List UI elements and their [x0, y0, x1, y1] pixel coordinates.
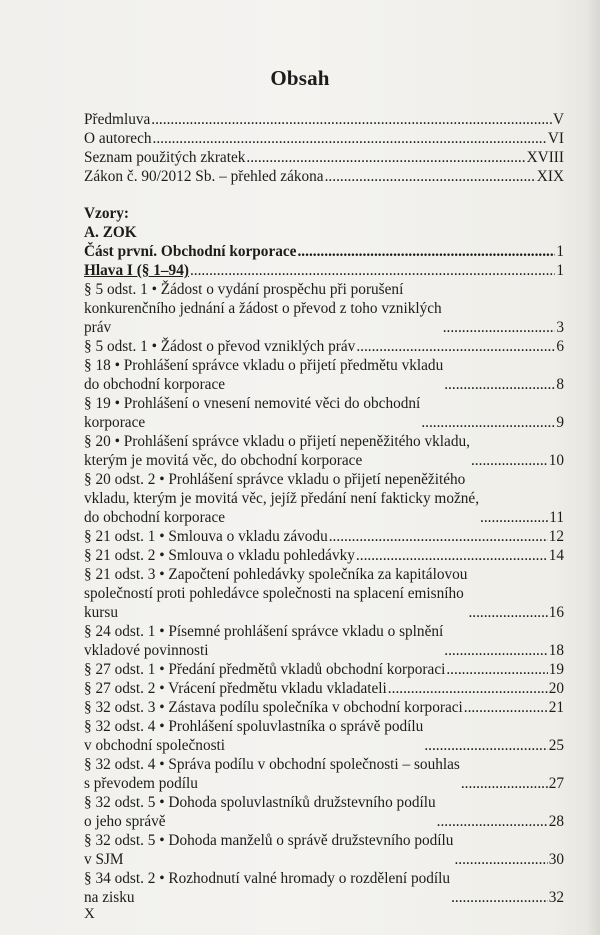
page-number: X	[84, 906, 95, 922]
toc-entry	[84, 679, 564, 698]
toc-entry	[84, 622, 564, 660]
leader-dots	[464, 698, 548, 717]
entry-page-number: 10	[548, 452, 564, 469]
toc-entry	[84, 432, 564, 470]
entry-title: § 5 odst. 1 • Žádost o vydání prospěchu při porušení konkurenčního jednání a žádost o převod z toho vzniklých práv	[84, 281, 442, 336]
entry-title: O autorech	[84, 130, 152, 147]
entry-title: § 20 odst. 2 • Prohlášení správce vkladu o přijetí nepeněžitého vkladu, kterým je movitá věc, jejíž předání není fakticky možné, do obchodní korporace	[84, 471, 480, 526]
front-matter-item	[84, 110, 564, 129]
toc-entry	[84, 755, 564, 793]
entry-title: § 32 odst. 4 • Prohlášení spoluvlastníka o správě podílu v obchodní společnosti	[84, 718, 424, 754]
leader-dots	[329, 527, 548, 546]
leader-dots	[356, 337, 555, 356]
entry-page-number: 12	[548, 528, 564, 545]
entry-page-number: XIX	[536, 168, 564, 185]
entry-title: Předmluva	[84, 111, 151, 128]
entry-page-number: 6	[556, 338, 564, 355]
entry-title: § 21 odst. 1 • Smlouva o vkladu závodu	[84, 528, 328, 545]
toc-entry	[84, 280, 564, 337]
leader-dots	[446, 660, 547, 679]
entry-title: § 32 odst. 5 • Dohoda spoluvlastníků družstevního podílu o jeho správě	[84, 794, 436, 830]
leader-dots	[437, 812, 548, 831]
toc-entry	[84, 869, 564, 907]
entry-page-number: 19	[548, 661, 564, 678]
entry-title: § 24 odst. 1 • Písemné prohlášení správce vkladu o splnění vkladové povinnosti	[84, 623, 444, 659]
entry-page-number: 18	[548, 642, 564, 659]
page-title: Obsah	[270, 66, 330, 90]
front-matter-item	[84, 129, 564, 148]
entry-title: § 32 odst. 3 • Zástava podílu společníka v obchodní korporaci	[84, 699, 463, 716]
entry-title: § 32 odst. 5 • Dohoda manželů o správě družstevního podílu v SJM	[84, 832, 454, 868]
leader-dots	[388, 679, 548, 698]
leader-dots	[461, 774, 548, 793]
leader-dots	[443, 318, 556, 337]
entry-page-number: 14	[548, 547, 564, 564]
entry-page-number: VI	[547, 130, 564, 147]
leader-dots	[444, 375, 555, 394]
entry-page-number: 21	[548, 699, 564, 716]
leader-dots	[151, 110, 552, 129]
spacer	[84, 186, 564, 204]
entry-title: § 20 • Prohlášení správce vkladu o přijetí nepeněžitého vkladu, kterým je movitá věc, do obchodní korporace	[84, 433, 470, 469]
entry-page-number: 28	[548, 813, 564, 830]
toc-entry	[84, 717, 564, 755]
leader-dots	[356, 546, 548, 565]
leader-dots	[471, 451, 548, 470]
part-page: 1	[556, 243, 564, 260]
entry-page-number: 3	[556, 319, 564, 336]
toc-entry	[84, 337, 564, 356]
entry-page-number: 20	[548, 680, 564, 697]
toc-entry	[84, 394, 564, 432]
entry-title: § 32 odst. 4 • Správa podílu v obchodní společnosti – souhlas s převodem podílu	[84, 756, 460, 792]
entry-title: § 34 odst. 2 • Rozhodnutí valné hromady o rozdělení podílu na zisku	[84, 870, 451, 906]
leader-dots	[297, 242, 555, 261]
entry-title: § 21 odst. 2 • Smlouva o vkladu pohledávky	[84, 547, 355, 564]
vzory-label: Vzory:	[84, 205, 130, 222]
leader-dots	[454, 850, 547, 869]
entry-title: Seznam použitých zkratek	[84, 149, 246, 166]
toc-entry	[84, 793, 564, 831]
front-matter-item	[84, 167, 564, 186]
toc-entry	[84, 565, 564, 622]
leader-dots	[480, 508, 548, 527]
leader-dots	[246, 148, 525, 167]
entry-page-number: V	[552, 111, 564, 128]
entry-title: § 27 odst. 2 • Vrácení předmětu vkladu vkladateli	[84, 680, 387, 697]
front-matter-item	[84, 148, 564, 167]
leader-dots	[424, 736, 547, 755]
toc-entry	[84, 527, 564, 546]
entry-title: § 19 • Prohlášení o vnesení nemovité věci do obchodní korporace	[84, 395, 421, 431]
leader-dots	[421, 413, 555, 432]
entry-title: § 18 • Prohlášení správce vkladu o přijetí předmětu vkladu do obchodní korporace	[84, 357, 444, 393]
entry-page-number: 27	[548, 775, 564, 792]
toc-entry	[84, 698, 564, 717]
leader-dots	[153, 129, 547, 148]
leader-dots	[451, 888, 548, 907]
entry-page-number: 8	[556, 376, 564, 393]
leader-dots	[190, 261, 555, 280]
toc-entry	[84, 470, 564, 527]
entry-title: Zákon č. 90/2012 Sb. – přehled zákona	[84, 168, 324, 185]
leader-dots	[325, 167, 536, 186]
section-heading: A. ZOK	[84, 224, 137, 241]
table-of-contents	[84, 110, 564, 907]
front-matter-list	[84, 110, 564, 186]
toc-entry	[84, 831, 564, 869]
part-heading	[84, 242, 564, 261]
toc-entry	[84, 660, 564, 679]
toc-entry	[84, 546, 564, 565]
chapter-title: Hlava I (§ 1–94)	[84, 262, 189, 279]
entry-title: § 21 odst. 3 • Započtení pohledávky společníka za kapitálovou společností proti pohledávce společnosti na splacení emisního kursu	[84, 566, 468, 621]
chapter-page: 1	[556, 262, 564, 279]
toc-entry	[84, 356, 564, 394]
entry-page-number: 25	[548, 737, 564, 754]
leader-dots	[468, 603, 547, 622]
entry-page-number: 16	[548, 604, 564, 621]
entry-page-number: XVIII	[526, 149, 564, 166]
chapter-heading	[84, 261, 564, 280]
entry-title: § 27 odst. 1 • Předání předmětů vkladů obchodní korporaci	[84, 661, 446, 678]
entry-title: § 5 odst. 1 • Žádost o převod vzniklých práv	[84, 338, 356, 355]
leader-dots	[444, 641, 547, 660]
entry-page-number: 9	[556, 414, 564, 431]
entry-page-number: 11	[549, 509, 564, 526]
page-edge-shadow	[586, 0, 600, 935]
entry-page-number: 32	[548, 889, 564, 906]
template-entries-list	[84, 280, 564, 907]
part-title: Část první. Obchodní korporace	[84, 243, 297, 260]
entry-page-number: 30	[548, 851, 564, 868]
